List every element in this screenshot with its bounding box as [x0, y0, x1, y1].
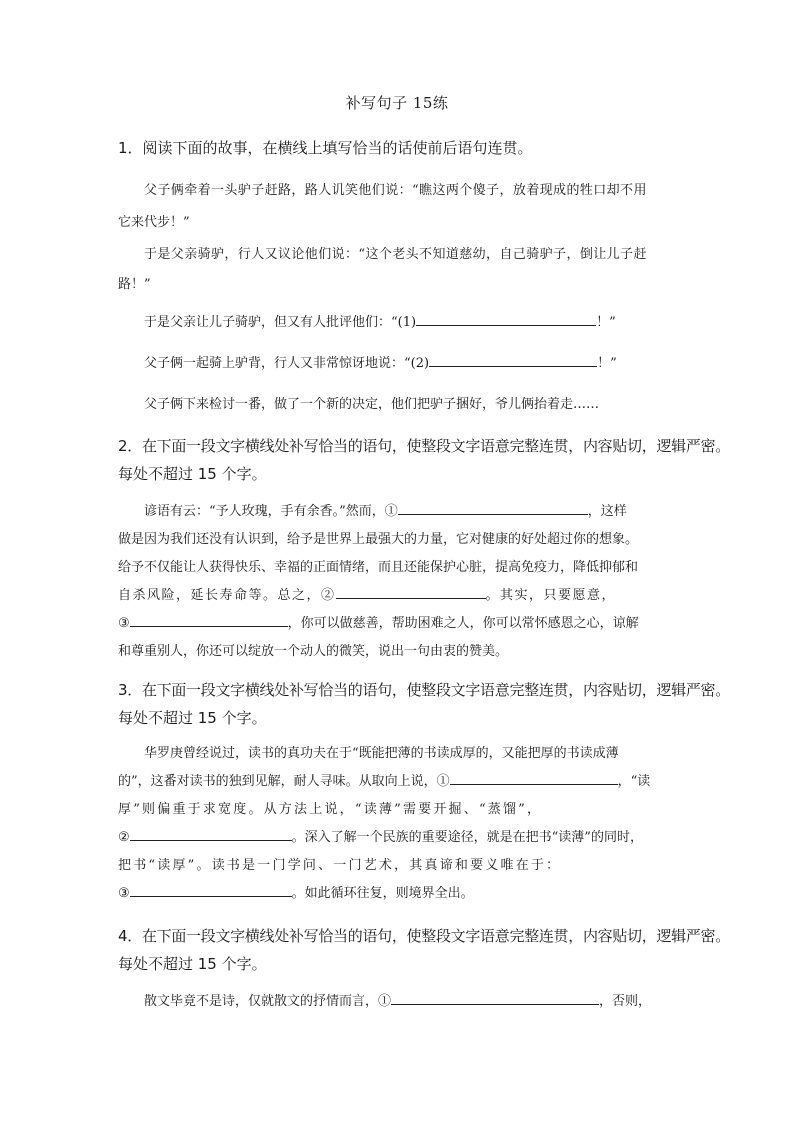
q3-line6-mark: ③: [118, 886, 130, 901]
answer-blank-1[interactable]: [416, 310, 596, 326]
q3-line6-text: 。如此循环往复，则境界全出。: [291, 886, 474, 901]
answer-blank-2[interactable]: [429, 351, 597, 367]
q4-stem-line2: 每处不超过 15 个字。: [118, 955, 267, 973]
q3-line4-mark: ②: [118, 830, 130, 845]
q1-para2-line2: 路！”: [118, 277, 151, 292]
q2-line1-text: 谚语有云：“予人玫瑰，手有余香。”然而，①: [144, 504, 398, 519]
q1-paragraph-3: [118, 310, 676, 336]
q2-stem-line2: 每处不超过 15 个字。: [118, 465, 267, 483]
q3-line5: 把书“读厚”。读书是一门学问、一门艺术，其真谛和要义唯在于：: [118, 858, 562, 873]
q1-paragraph-2: [118, 240, 676, 300]
answer-blank-2[interactable]: [336, 583, 486, 599]
page-title: 补写句子 15练: [345, 94, 449, 112]
q2-line2: 做是因为我们还没有认识到，给予是世界上最强大的力量，它对健康的好处超过你的想象。: [118, 532, 639, 547]
q3-stem-line1: 3．在下面一段文字横线处补写恰当的语句，使整段文字语意完整连贯，内容贴切，逻辑严密。: [118, 681, 730, 699]
q1-para4-end: ！”: [597, 356, 617, 371]
q3-line3: 厚”则偏重于求宽度。从方法上说，“读薄”需要开掘、“蒸馏”，: [118, 802, 543, 817]
q1-para5: 父子俩下来检讨一番，做了一个新的决定，他们把驴子捆好，爷儿俩抬着走……: [144, 397, 600, 412]
q2-line6: 和尊重别人，你还可以绽放一个动人的微笑，说出一句由衷的赞美。: [118, 644, 509, 659]
q2-line3: 给予不仅能让人获得快乐、幸福的正面情绪，而且还能保护心脏，提高免疫力，降低抑郁和: [118, 560, 639, 575]
q4-line1-text: 散文毕竟不是诗，仅就散文的抒情而言，①: [144, 994, 392, 1009]
q2-paragraph: [118, 498, 676, 666]
question-1-stem: 1．阅读下面的故事，在横线上填写恰当的话使前后语句连贯。: [118, 139, 533, 157]
q2-line1-end: ，这样: [587, 504, 627, 519]
q3-line1: 华罗庚曾经说过，读书的真功夫在于“既能把薄的书读成厚的，又能把厚的书读成薄: [144, 746, 619, 761]
q1-para1-line2: 它来代步！”: [118, 215, 190, 230]
answer-blank-1[interactable]: [391, 989, 599, 1005]
q3-line2-end: ，“读: [617, 774, 651, 789]
answer-blank-3[interactable]: [130, 611, 288, 627]
q3-line2-text: 的”，这番对读书的独到见解，耐人寻味。从取向上说，①: [118, 774, 450, 789]
q2-stem-line1: 2．在下面一段文字横线处补写恰当的语句，使整段文字语意完整连贯，内容贴切，逻辑严密。: [118, 437, 730, 455]
q3-paragraph: [118, 740, 676, 908]
q3-line4-text: 。深入了解一个民族的重要途径，就是在把书“读薄”的同时，: [291, 830, 643, 845]
q3-stem-line2: 每处不超过 15 个字。: [118, 709, 267, 727]
question-2-stem: [118, 432, 730, 488]
q1-para1-line1: 父子俩牵着一头驴子赶路，路人讥笑他们说：“瞧这两个傻子，放着现成的牲口却不用: [144, 183, 647, 198]
q4-stem-line1: 4．在下面一段文字横线处补写恰当的语句，使整段文字语意完整连贯，内容贴切，逻辑严密。: [118, 927, 730, 945]
q2-line4-end: 。其实，只要愿意，: [485, 588, 617, 603]
answer-blank-1[interactable]: [450, 769, 618, 785]
q2-line5-mark: ③: [118, 616, 130, 631]
q1-paragraph-4: [118, 351, 676, 377]
answer-blank-2[interactable]: [130, 825, 292, 841]
q1-para3-end: ！”: [596, 315, 616, 330]
q1-para2-line1: 于是父亲骑驴，行人又议论他们说：“这个老头不知道慈幼，自己骑驴子，倒让儿子赶: [144, 247, 647, 262]
q4-paragraph: [118, 988, 676, 1016]
q1-paragraph-5: [118, 392, 676, 418]
answer-blank-1[interactable]: [398, 499, 588, 515]
answer-blank-3[interactable]: [130, 881, 292, 897]
question-4-stem: [118, 922, 730, 978]
q2-line4-text: 自杀风险，延长寿命等。总之，②: [118, 588, 336, 603]
question-3-stem: [118, 676, 730, 732]
q2-line5-text: ，你可以做慈善，帮助困难之人，你可以常怀感恩之心，谅解: [287, 616, 639, 631]
q1-para4-text: 父子俩一起骑上驴背，行人又非常惊讶地说：“(2): [144, 356, 430, 371]
q1-paragraph-1: [118, 175, 676, 239]
q4-line1-end: ，否则，: [599, 994, 652, 1009]
q1-para3-text: 于是父亲让儿子骑驴，但又有人批评他们：“(1): [144, 315, 417, 330]
